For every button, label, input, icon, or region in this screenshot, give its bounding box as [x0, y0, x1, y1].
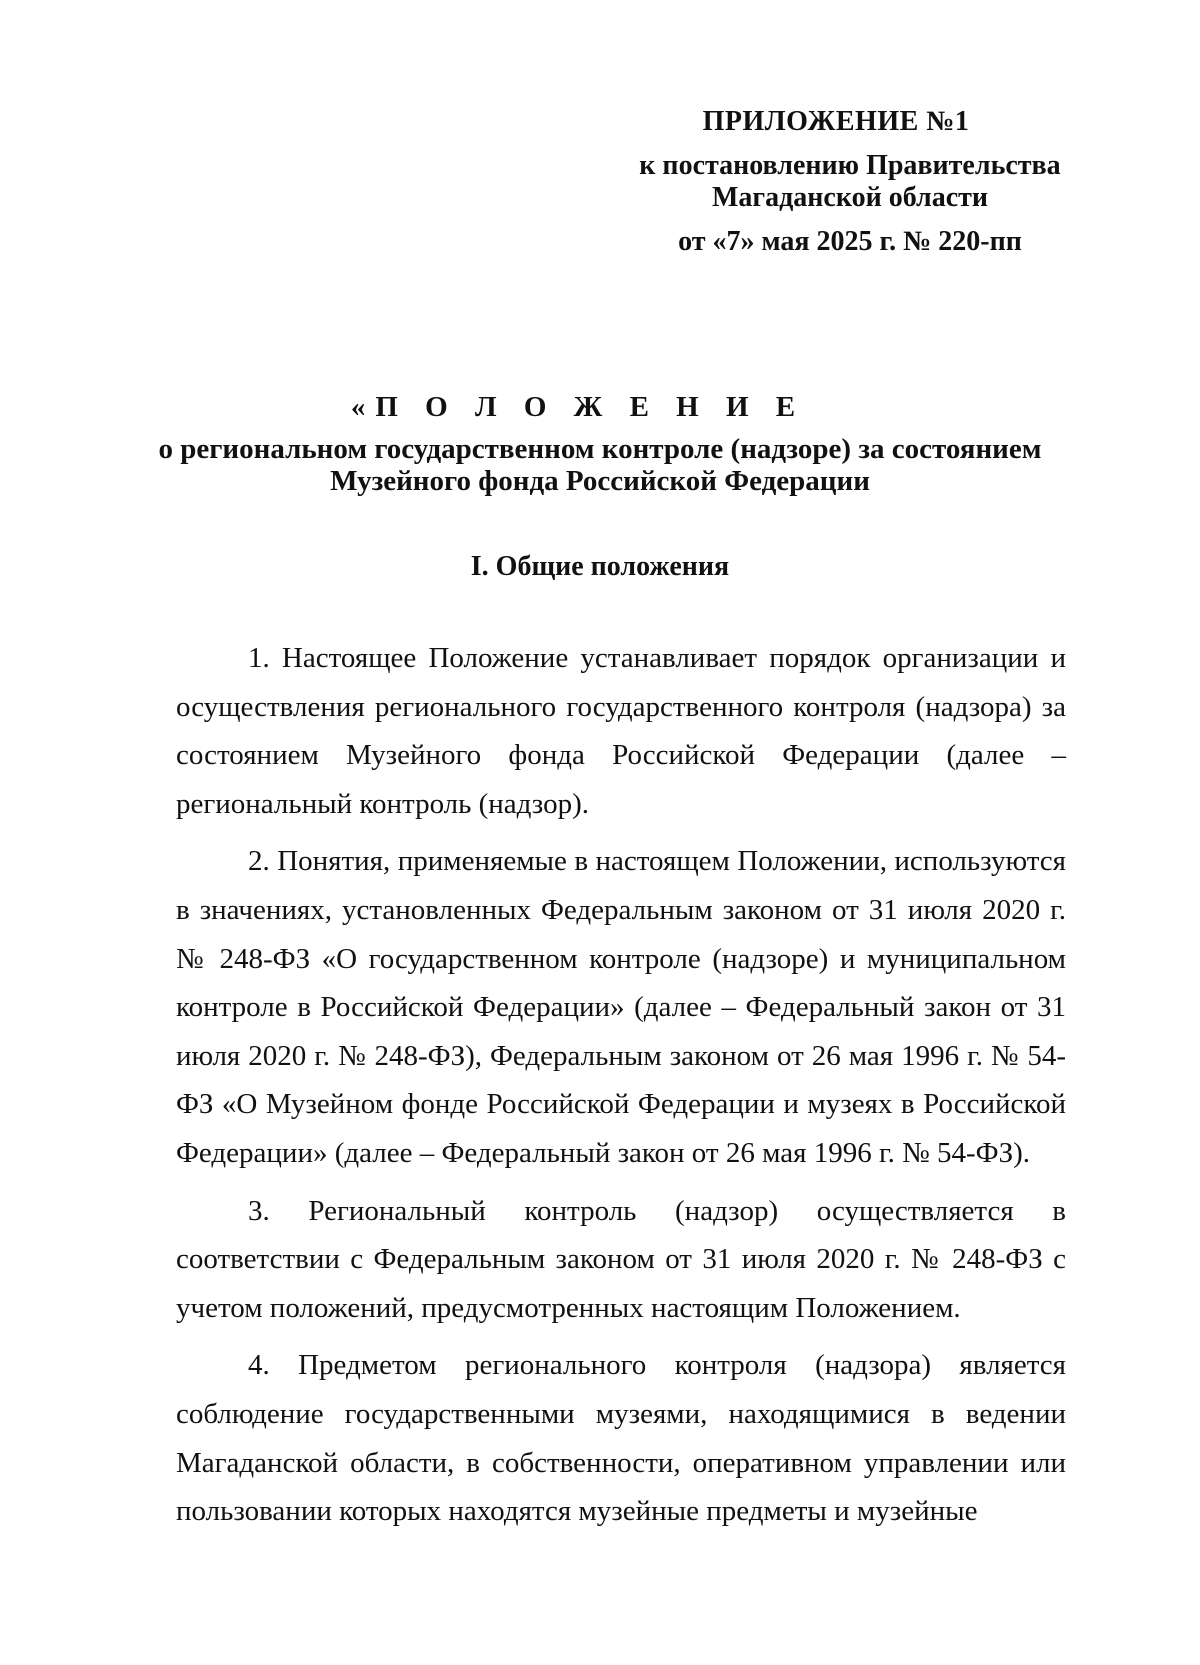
- regulation-subtitle-line-1: о региональном государственном контроле (надзоре) за состоянием: [158, 433, 1042, 465]
- section-title: I. Общие положения: [470, 551, 730, 582]
- regulation-subtitle-line-2: Музейного фонда Российской Федерации: [330, 465, 870, 497]
- body-text: [176, 634, 1066, 1545]
- appendix-title: ПРИЛОЖЕНИЕ №1: [702, 106, 970, 137]
- regulation-subtitle: [100, 433, 1100, 497]
- paragraph-4: 4. Предметом регионального контроля (надзора) является соблюдение государственными музеями, находящимися в ведении Магаданской области, в собственности, оперативном управлении или пользовании которых находятся музейные предметы и музейные: [176, 1349, 1066, 1528]
- appendix-line-2: Магаданской области: [711, 182, 989, 213]
- appendix-header: [600, 106, 1100, 258]
- paragraph-1: 1. Настоящее Положение устанавливает порядок организации и осуществления регионального государственного контроля (надзора) за состоянием Музейного фонда Российской Федерации (далее – региональный контроль (надзор).: [176, 642, 1066, 820]
- regulation-heading: [100, 391, 1100, 497]
- paragraph-2: 2. Понятия, применяемые в настоящем Положении, используются в значениях, установленных Федеральным законом от 31 июля 2020 г. № 248-ФЗ «О государственном контроле (надзоре) и муниципальном контроле в Российской Федерации» (далее – Федеральный закон от 31 июля 2020 г. № 248-ФЗ), Федеральным законом от 26 мая 1996 г. № 54-ФЗ «О Музейном фонде Российской Федерации и музеях в Российской Федерации» (далее – Федеральный закон от 26 мая 1996 г. № 54-ФЗ).: [176, 845, 1066, 1169]
- appendix-line-1: к постановлению Правительства: [639, 150, 1061, 181]
- appendix-date: от «7» мая 2025 г. № 220-пп: [678, 226, 1022, 257]
- regulation-title: «П О Л О Ж Е Н И Е: [350, 391, 806, 423]
- paragraph-3: 3. Региональный контроль (надзор) осуществляется в соответствии с Федеральным законом от 31 июля 2020 г. № 248-ФЗ с учетом положений, предусмотренных настоящим Положением.: [176, 1194, 1066, 1324]
